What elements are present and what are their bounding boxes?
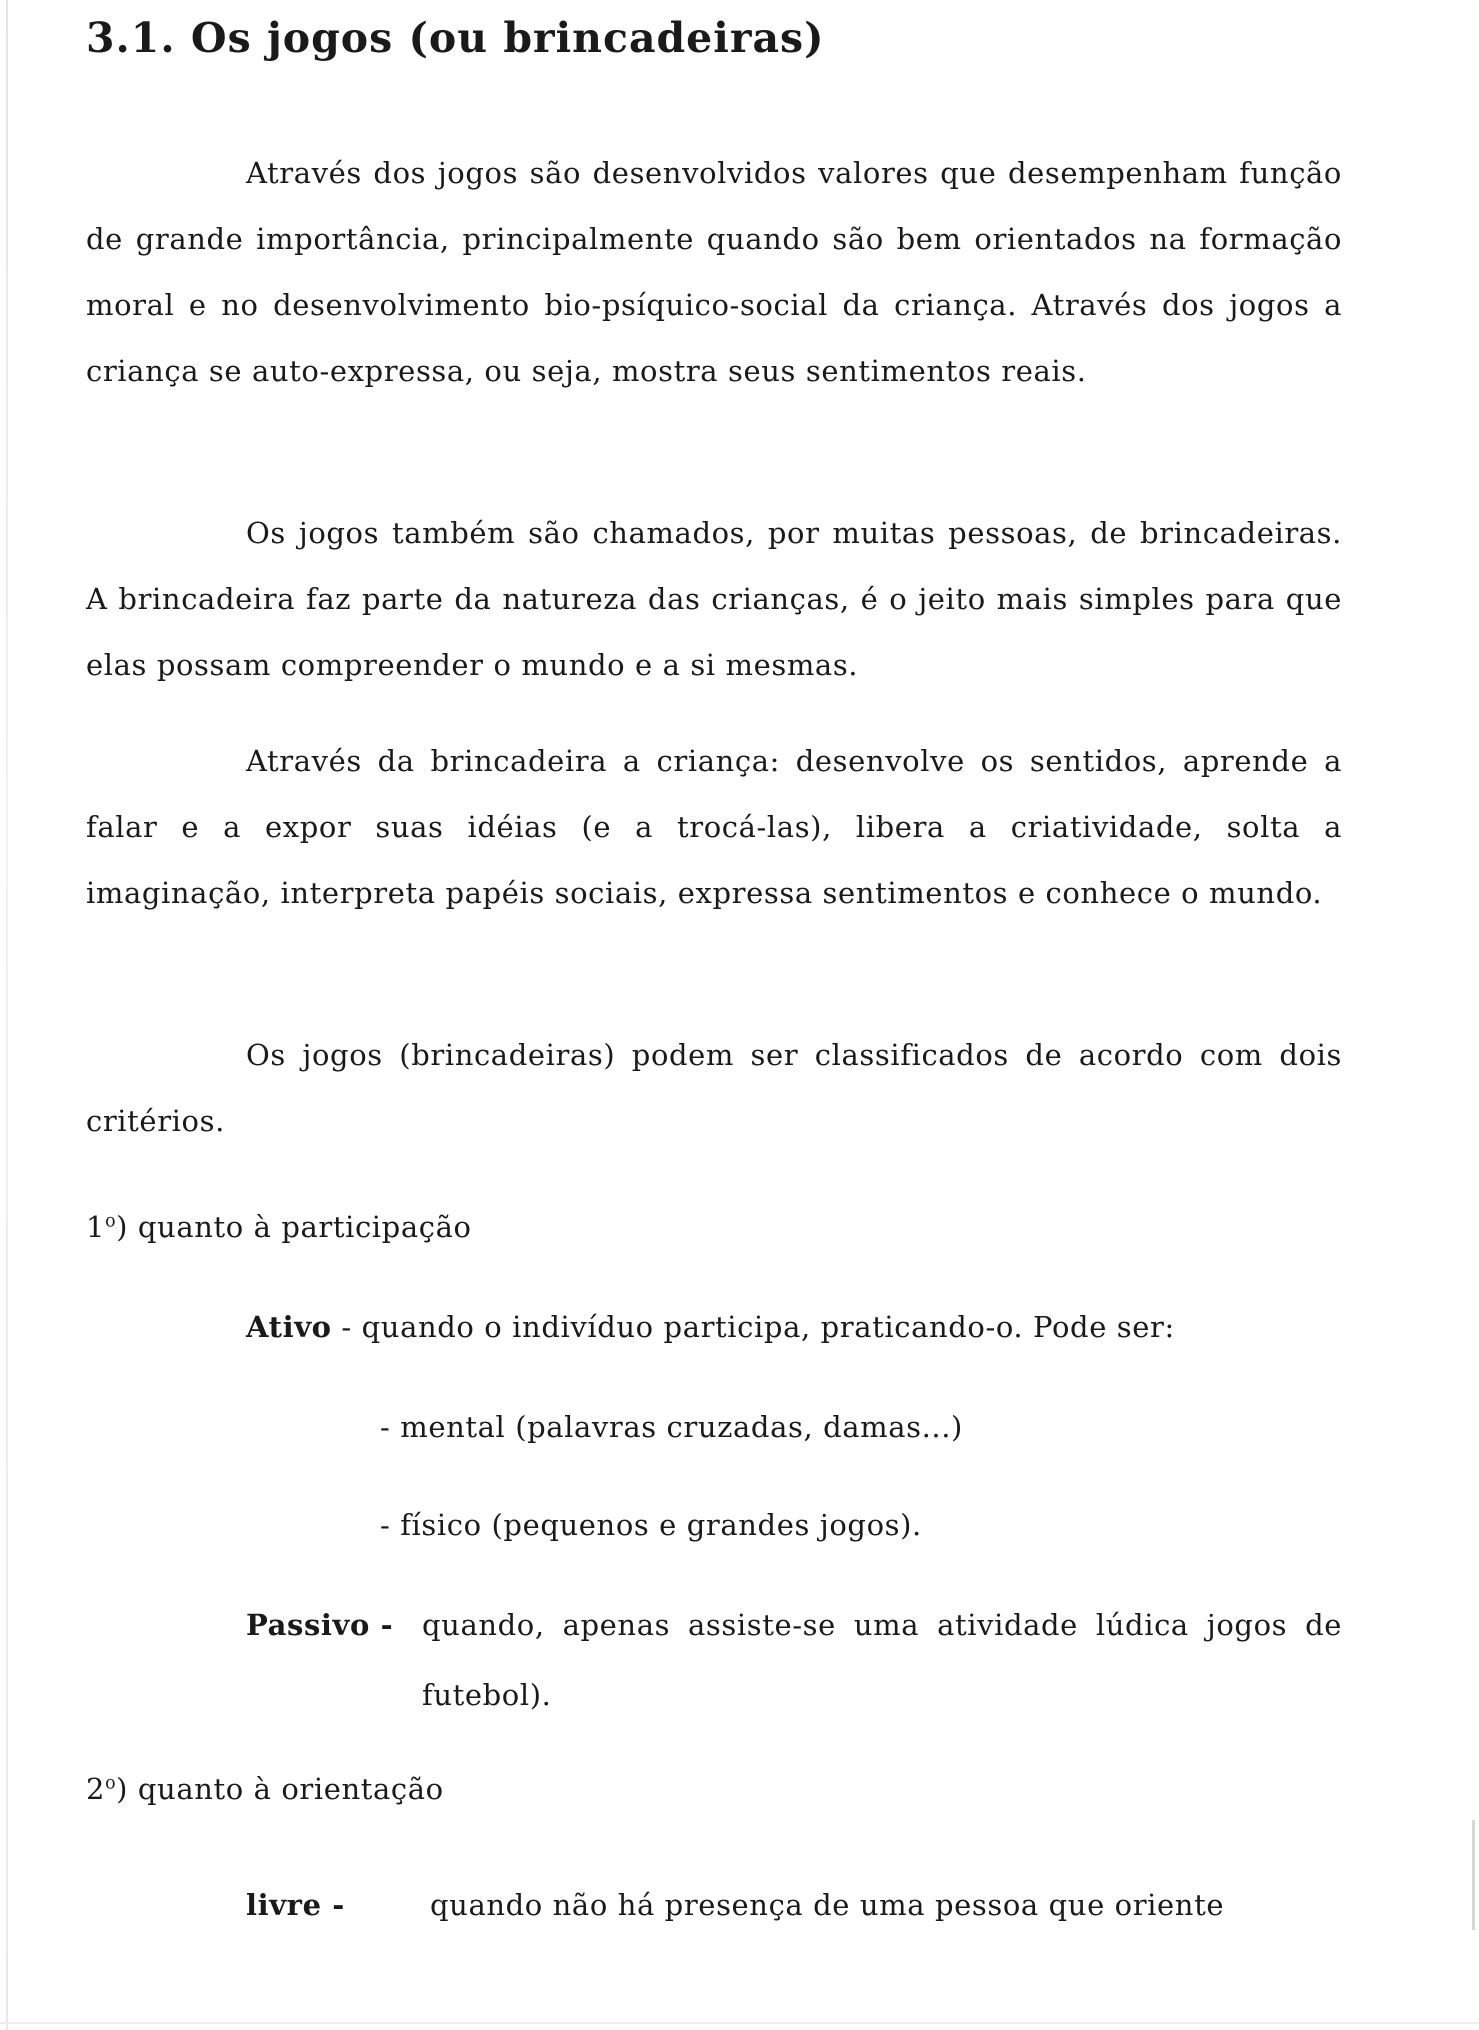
criterion-1-number: 1 [86,1210,106,1244]
paragraph-4: Os jogos (brincadeiras) podem ser classificados de acordo com dois critérios. [86,1038,1342,1138]
passivo-text: quando, apenas assiste-se uma atividade lúdica jogos de futebol). [422,1608,1342,1712]
paragraph-1: Através dos jogos são desenvolvidos valores que desempenham função de grande importância, principalmente quando são bem orientados na formação moral e no desenvolvimento bio-psíquico-social da criança. Através dos jogos a criança se auto-expressa, ou seja, mostra seus sentimentos reais. [86,156,1342,388]
section-heading [86,14,825,62]
criterion-2-label: ) quanto à orientação [116,1772,444,1806]
criterion-2-ordinal: o [105,1773,117,1794]
ativo-item-fisico: - físico (pequenos e grandes jogos). [380,1508,922,1542]
scan-edge-right [1472,1820,1475,1930]
criterion-2-number: 2 [86,1772,106,1806]
livre-text: quando não há presença de uma pessoa que oriente [430,1888,1225,1922]
scan-edge-left [6,0,8,2030]
ativo-text: - quando o indivíduo participa, praticando-o. Pode ser: [331,1310,1175,1344]
ativo-item-mental: - mental (palavras cruzadas, damas...) [380,1410,963,1444]
ativo-term: Ativo [246,1310,332,1344]
livre-definition [246,1870,1342,1950]
heading-text: 3.1. Os jogos (ou brincadeiras) [86,14,825,62]
ativo-definition [246,1310,1175,1344]
livre-term: livre - [246,1888,345,1922]
paragraph-2: Os jogos também são chamados, por muitas pessoas, de brincadeiras. A brincadeira faz parte da natureza das crianças, é o jeito mais simples para que elas possam compreender o mundo e a si mesmas. [86,516,1342,682]
scan-edge-bottom [0,2022,1479,2024]
criterion-1-ordinal: o [105,1211,117,1232]
criterion-1-label: ) quanto à participação [116,1210,472,1244]
criterion-1 [86,1210,472,1244]
passivo-definition [246,1590,1342,1740]
criterion-2 [86,1772,444,1806]
paragraph-3: Através da brincadeira a criança: desenvolve os sentidos, aprende a falar e a expor suas idéias (e a trocá-las), libera a criatividade, solta a imaginação, interpreta papéis sociais, expressa sentimentos e conhece o mundo. [86,744,1342,910]
passivo-term: Passivo - [246,1608,394,1642]
